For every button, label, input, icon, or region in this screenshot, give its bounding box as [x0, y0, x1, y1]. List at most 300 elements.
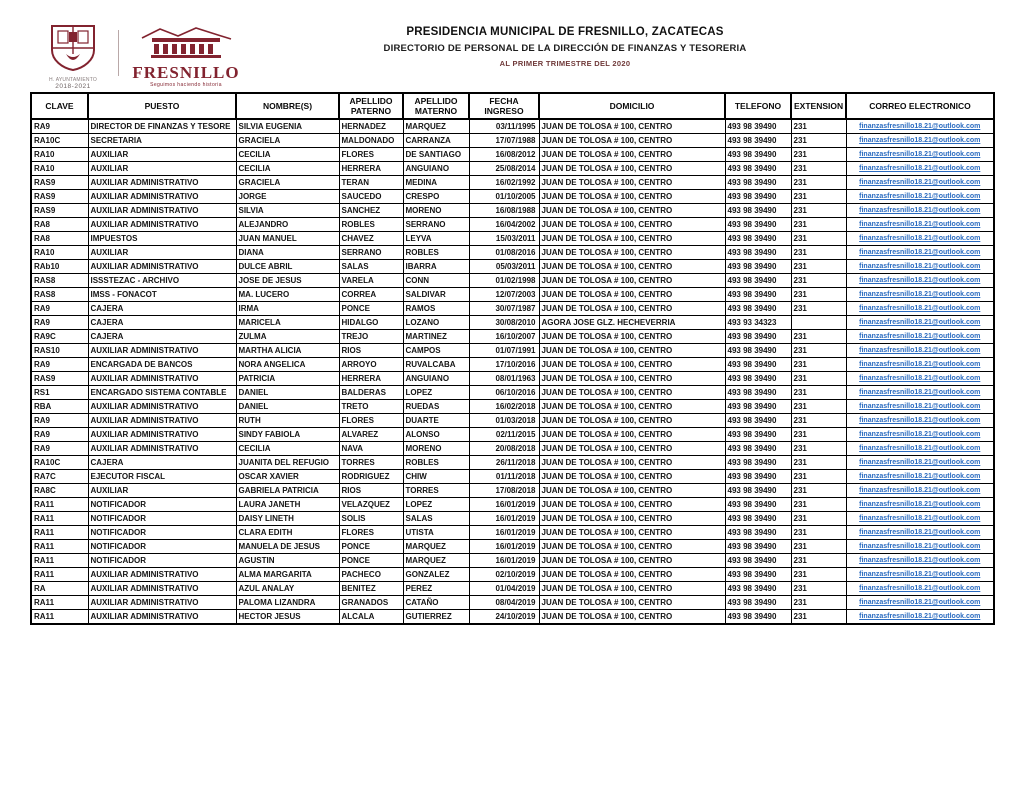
- cell-extension: 231: [791, 302, 846, 316]
- fresnillo-wordmark: FRESNILLO: [132, 63, 240, 82]
- cell-extension: 231: [791, 582, 846, 596]
- cell-telefono: 493 98 39490: [725, 540, 791, 554]
- cell-domicilio: JUAN DE TOLOSA # 100, CENTRO: [539, 330, 725, 344]
- cell-extension: 231: [791, 119, 846, 134]
- table-row: [31, 218, 994, 232]
- title-block: [300, 26, 830, 68]
- email-link[interactable]: finanzasfresnillo18.21@outlook.com: [859, 305, 981, 312]
- cell-nombres: PALOMA LIZANDRA: [236, 596, 339, 610]
- cell-correo: [846, 288, 994, 302]
- email-link[interactable]: finanzasfresnillo18.21@outlook.com: [859, 361, 981, 368]
- column-header-apellido-paterno: APELLIDO PATERNO: [339, 93, 403, 119]
- email-link[interactable]: finanzasfresnillo18.21@outlook.com: [859, 459, 981, 466]
- cell-fecha-ingreso: 01/03/2018: [469, 414, 539, 428]
- cell-nombres: DIANA: [236, 246, 339, 260]
- cell-domicilio: JUAN DE TOLOSA # 100, CENTRO: [539, 204, 725, 218]
- cell-fecha-ingreso: 16/01/2019: [469, 498, 539, 512]
- table-row: [31, 512, 994, 526]
- column-header-apellido-materno: APELLIDO MATERNO: [403, 93, 469, 119]
- cell-apellido-paterno: ROBLES: [339, 218, 403, 232]
- cell-domicilio: JUAN DE TOLOSA # 100, CENTRO: [539, 498, 725, 512]
- cell-correo: [846, 134, 994, 148]
- cell-nombres: DAISY LINETH: [236, 512, 339, 526]
- cell-puesto: AUXILIAR ADMINISTRATIVO: [88, 582, 236, 596]
- cell-clave: RA: [31, 582, 88, 596]
- email-link[interactable]: finanzasfresnillo18.21@outlook.com: [859, 277, 981, 284]
- cell-correo: [846, 414, 994, 428]
- table-header-row: [31, 93, 994, 119]
- cell-correo: [846, 190, 994, 204]
- cell-nombres: SILVIA: [236, 204, 339, 218]
- cell-correo: [846, 218, 994, 232]
- table-wrap: [30, 92, 995, 625]
- cell-domicilio: JUAN DE TOLOSA # 100, CENTRO: [539, 414, 725, 428]
- cell-correo: [846, 330, 994, 344]
- cell-clave: RA11: [31, 554, 88, 568]
- cell-correo: [846, 400, 994, 414]
- cell-apellido-materno: DE SANTIAGO: [403, 148, 469, 162]
- cell-domicilio: JUAN DE TOLOSA # 100, CENTRO: [539, 358, 725, 372]
- cell-nombres: JUAN MANUEL: [236, 232, 339, 246]
- column-header-correo: CORREO ELECTRONICO: [846, 93, 994, 119]
- cell-clave: RA9: [31, 119, 88, 134]
- email-link[interactable]: finanzasfresnillo18.21@outlook.com: [859, 571, 981, 578]
- cell-telefono: 493 98 39490: [725, 470, 791, 484]
- cell-puesto: AUXILIAR ADMINISTRATIVO: [88, 428, 236, 442]
- cell-fecha-ingreso: 08/01/1963: [469, 372, 539, 386]
- cell-correo: [846, 428, 994, 442]
- cell-domicilio: JUAN DE TOLOSA # 100, CENTRO: [539, 428, 725, 442]
- cell-fecha-ingreso: 24/10/2019: [469, 610, 539, 625]
- cell-telefono: 493 98 39490: [725, 610, 791, 625]
- cell-clave: RA11: [31, 610, 88, 625]
- cell-nombres: CECILIA: [236, 148, 339, 162]
- cell-extension: 231: [791, 190, 846, 204]
- cell-puesto: AUXILIAR ADMINISTRATIVO: [88, 344, 236, 358]
- cell-correo: [846, 119, 994, 134]
- table-row: [31, 204, 994, 218]
- table-row: [31, 498, 994, 512]
- cell-apellido-materno: ROBLES: [403, 246, 469, 260]
- cell-apellido-paterno: SAUCEDO: [339, 190, 403, 204]
- cell-fecha-ingreso: 17/08/2018: [469, 484, 539, 498]
- cell-telefono: 493 98 39490: [725, 512, 791, 526]
- cell-telefono: 493 98 39490: [725, 260, 791, 274]
- email-link[interactable]: finanzasfresnillo18.21@outlook.com: [859, 487, 981, 494]
- cell-correo: [846, 232, 994, 246]
- cell-extension: 231: [791, 568, 846, 582]
- cell-fecha-ingreso: 01/11/2018: [469, 470, 539, 484]
- table-row: [31, 274, 994, 288]
- cell-nombres: RUTH: [236, 414, 339, 428]
- table-row: [31, 568, 994, 582]
- cell-apellido-materno: UTISTA: [403, 526, 469, 540]
- cell-fecha-ingreso: 16/08/2012: [469, 148, 539, 162]
- cell-fecha-ingreso: 08/04/2019: [469, 596, 539, 610]
- email-link[interactable]: finanzasfresnillo18.21@outlook.com: [859, 165, 981, 172]
- cell-nombres: ALMA MARGARITA: [236, 568, 339, 582]
- cell-clave: RA9: [31, 316, 88, 330]
- cell-clave: RAS8: [31, 288, 88, 302]
- cell-extension: 231: [791, 260, 846, 274]
- cell-telefono: 493 98 39490: [725, 330, 791, 344]
- cell-apellido-paterno: TRETO: [339, 400, 403, 414]
- cell-puesto: AUXILIAR: [88, 148, 236, 162]
- table-row: [31, 232, 994, 246]
- table-row: [31, 470, 994, 484]
- cell-fecha-ingreso: 03/11/1995: [469, 119, 539, 134]
- table-row: [31, 386, 994, 400]
- email-link[interactable]: finanzasfresnillo18.21@outlook.com: [859, 249, 981, 256]
- email-link[interactable]: finanzasfresnillo18.21@outlook.com: [859, 445, 981, 452]
- cell-domicilio: JUAN DE TOLOSA # 100, CENTRO: [539, 162, 725, 176]
- cell-domicilio: JUAN DE TOLOSA # 100, CENTRO: [539, 134, 725, 148]
- cell-nombres: HECTOR JESUS: [236, 610, 339, 625]
- cell-domicilio: JUAN DE TOLOSA # 100, CENTRO: [539, 610, 725, 625]
- cell-correo: [846, 554, 994, 568]
- cell-puesto: AUXILIAR: [88, 162, 236, 176]
- cell-clave: RA8C: [31, 484, 88, 498]
- cell-clave: RAS9: [31, 372, 88, 386]
- cell-extension: 231: [791, 148, 846, 162]
- cell-clave: RA8: [31, 232, 88, 246]
- cell-puesto: SECRETARIA: [88, 134, 236, 148]
- email-link[interactable]: finanzasfresnillo18.21@outlook.com: [859, 515, 981, 522]
- cell-extension: 231: [791, 288, 846, 302]
- cell-apellido-paterno: HERRERA: [339, 372, 403, 386]
- email-link[interactable]: finanzasfresnillo18.21@outlook.com: [859, 179, 981, 186]
- cell-telefono: 493 98 39490: [725, 274, 791, 288]
- table-row: [31, 246, 994, 260]
- cell-correo: [846, 456, 994, 470]
- cell-apellido-paterno: FLORES: [339, 414, 403, 428]
- email-link[interactable]: finanzasfresnillo18.21@outlook.com: [859, 417, 981, 424]
- cell-apellido-paterno: SALAS: [339, 260, 403, 274]
- cell-extension: 231: [791, 526, 846, 540]
- cell-clave: RS1: [31, 386, 88, 400]
- shield-years: 2018-2021: [55, 83, 91, 90]
- table-row: [31, 582, 994, 596]
- email-link[interactable]: finanzasfresnillo18.21@outlook.com: [859, 319, 981, 326]
- email-link[interactable]: finanzasfresnillo18.21@outlook.com: [859, 375, 981, 382]
- cell-clave: RA7C: [31, 470, 88, 484]
- fresnillo-tagline: Seguimos haciendo historia: [150, 82, 222, 88]
- cell-fecha-ingreso: 16/01/2019: [469, 554, 539, 568]
- column-header-fecha-ingreso: FECHA INGRESO: [469, 93, 539, 119]
- cell-apellido-paterno: FLORES: [339, 148, 403, 162]
- cell-correo: [846, 274, 994, 288]
- cell-correo: [846, 204, 994, 218]
- cell-extension: 231: [791, 134, 846, 148]
- cell-extension: 231: [791, 484, 846, 498]
- cell-telefono: 493 98 39490: [725, 400, 791, 414]
- cell-fecha-ingreso: 01/04/2019: [469, 582, 539, 596]
- page-subtitle: DIRECTORIO DE PERSONAL DE LA DIRECCIÓN DE FINANZAS Y TESORERIA: [383, 43, 747, 54]
- cell-telefono: 493 98 39490: [725, 386, 791, 400]
- cell-apellido-paterno: RIOS: [339, 484, 403, 498]
- cell-puesto: AUXILIAR ADMINISTRATIVO: [88, 568, 236, 582]
- cell-nombres: MARTHA ALICIA: [236, 344, 339, 358]
- cell-fecha-ingreso: 20/08/2018: [469, 442, 539, 456]
- cell-extension: 231: [791, 232, 846, 246]
- cell-apellido-paterno: SERRANO: [339, 246, 403, 260]
- email-link[interactable]: finanzasfresnillo18.21@outlook.com: [859, 221, 981, 228]
- cell-clave: RAb10: [31, 260, 88, 274]
- period-label: AL PRIMER TRIMESTRE DEL 2020: [499, 59, 631, 68]
- cell-apellido-materno: SALAS: [403, 512, 469, 526]
- cell-puesto: AUXILIAR ADMINISTRATIVO: [88, 596, 236, 610]
- cell-nombres: GRACIELA: [236, 134, 339, 148]
- cell-fecha-ingreso: 16/02/1992: [469, 176, 539, 190]
- cell-puesto: CAJERA: [88, 456, 236, 470]
- cell-domicilio: JUAN DE TOLOSA # 100, CENTRO: [539, 596, 725, 610]
- cell-domicilio: JUAN DE TOLOSA # 100, CENTRO: [539, 176, 725, 190]
- cell-extension: 231: [791, 274, 846, 288]
- cell-puesto: NOTIFICADOR: [88, 554, 236, 568]
- cell-puesto: AUXILIAR ADMINISTRATIVO: [88, 176, 236, 190]
- cell-domicilio: JUAN DE TOLOSA # 100, CENTRO: [539, 372, 725, 386]
- cell-telefono: 493 98 39490: [725, 372, 791, 386]
- cell-clave: RA9: [31, 358, 88, 372]
- cell-clave: RA9: [31, 302, 88, 316]
- cell-apellido-paterno: BENITEZ: [339, 582, 403, 596]
- header-branding: [38, 24, 241, 90]
- cell-extension: 231: [791, 540, 846, 554]
- cell-apellido-materno: MORENO: [403, 204, 469, 218]
- cell-clave: RA11: [31, 568, 88, 582]
- cell-correo: [846, 470, 994, 484]
- cell-nombres: DANIEL: [236, 400, 339, 414]
- cell-domicilio: JUAN DE TOLOSA # 100, CENTRO: [539, 540, 725, 554]
- table-row: [31, 428, 994, 442]
- cell-puesto: AUXILIAR ADMINISTRATIVO: [88, 260, 236, 274]
- email-link[interactable]: finanzasfresnillo18.21@outlook.com: [859, 123, 981, 130]
- cell-nombres: JOSE DE JESUS: [236, 274, 339, 288]
- column-header-extension: EXTENSION: [791, 93, 846, 119]
- email-link[interactable]: finanzasfresnillo18.21@outlook.com: [859, 501, 981, 508]
- cell-apellido-paterno: BALDERAS: [339, 386, 403, 400]
- table-row: [31, 400, 994, 414]
- email-link[interactable]: finanzasfresnillo18.21@outlook.com: [859, 403, 981, 410]
- cell-telefono: 493 98 39490: [725, 134, 791, 148]
- cell-extension: 231: [791, 344, 846, 358]
- cell-puesto: AUXILIAR ADMINISTRATIVO: [88, 218, 236, 232]
- cell-apellido-materno: GONZALEZ: [403, 568, 469, 582]
- cell-fecha-ingreso: 30/07/1987: [469, 302, 539, 316]
- cell-puesto: CAJERA: [88, 302, 236, 316]
- cell-apellido-materno: RUVALCABA: [403, 358, 469, 372]
- cell-telefono: 493 98 39490: [725, 119, 791, 134]
- cell-puesto: DIRECTOR DE FINANZAS Y TESORE: [88, 119, 236, 134]
- cell-apellido-materno: IBARRA: [403, 260, 469, 274]
- cell-apellido-paterno: MALDONADO: [339, 134, 403, 148]
- personnel-table: [30, 92, 995, 625]
- cell-correo: [846, 582, 994, 596]
- cell-fecha-ingreso: 16/04/2002: [469, 218, 539, 232]
- table-row: [31, 176, 994, 190]
- email-link[interactable]: finanzasfresnillo18.21@outlook.com: [859, 151, 981, 158]
- email-link[interactable]: finanzasfresnillo18.21@outlook.com: [859, 291, 981, 298]
- cell-puesto: NOTIFICADOR: [88, 498, 236, 512]
- email-link[interactable]: finanzasfresnillo18.21@outlook.com: [859, 333, 981, 340]
- cell-puesto: ENCARGADO SISTEMA CONTABLE: [88, 386, 236, 400]
- cell-puesto: IMPUESTOS: [88, 232, 236, 246]
- email-link[interactable]: finanzasfresnillo18.21@outlook.com: [859, 543, 981, 550]
- cell-puesto: IMSS - FONACOT: [88, 288, 236, 302]
- cell-apellido-materno: MARQUEZ: [403, 554, 469, 568]
- cell-clave: RA11: [31, 596, 88, 610]
- cell-apellido-paterno: TREJO: [339, 330, 403, 344]
- email-link[interactable]: finanzasfresnillo18.21@outlook.com: [859, 263, 981, 270]
- cell-apellido-materno: SERRANO: [403, 218, 469, 232]
- email-link[interactable]: finanzasfresnillo18.21@outlook.com: [859, 193, 981, 200]
- cell-nombres: MARICELA: [236, 316, 339, 330]
- cell-nombres: MA. LUCERO: [236, 288, 339, 302]
- cell-extension: 231: [791, 428, 846, 442]
- cell-correo: [846, 344, 994, 358]
- email-link[interactable]: finanzasfresnillo18.21@outlook.com: [859, 529, 981, 536]
- cell-puesto: AUXILIAR ADMINISTRATIVO: [88, 442, 236, 456]
- cell-extension: 231: [791, 414, 846, 428]
- cell-fecha-ingreso: 01/10/2005: [469, 190, 539, 204]
- cell-telefono: 493 98 39490: [725, 344, 791, 358]
- cell-apellido-materno: CATAÑO: [403, 596, 469, 610]
- table-row: [31, 162, 994, 176]
- cell-correo: [846, 162, 994, 176]
- table-row: [31, 148, 994, 162]
- cell-apellido-paterno: PACHECO: [339, 568, 403, 582]
- cell-nombres: LAURA JANETH: [236, 498, 339, 512]
- cell-fecha-ingreso: 06/10/2016: [469, 386, 539, 400]
- cell-telefono: 493 98 39490: [725, 358, 791, 372]
- cell-apellido-paterno: ALCALA: [339, 610, 403, 625]
- cell-extension: 231: [791, 330, 846, 344]
- cell-domicilio: JUAN DE TOLOSA # 100, CENTRO: [539, 470, 725, 484]
- cell-nombres: CECILIA: [236, 442, 339, 456]
- email-link[interactable]: finanzasfresnillo18.21@outlook.com: [859, 347, 981, 354]
- email-link[interactable]: finanzasfresnillo18.21@outlook.com: [859, 599, 981, 606]
- cell-apellido-materno: RUEDAS: [403, 400, 469, 414]
- cell-fecha-ingreso: 02/11/2015: [469, 428, 539, 442]
- cell-clave: RA10: [31, 246, 88, 260]
- cell-clave: RA10: [31, 148, 88, 162]
- cell-nombres: GRACIELA: [236, 176, 339, 190]
- page-title: PRESIDENCIA MUNICIPAL DE FRESNILLO, ZACATECAS: [406, 26, 724, 38]
- cell-puesto: CAJERA: [88, 316, 236, 330]
- cell-apellido-materno: MARQUEZ: [403, 540, 469, 554]
- cell-clave: RA9: [31, 414, 88, 428]
- cell-apellido-materno: RAMOS: [403, 302, 469, 316]
- column-header-domicilio: DOMICILIO: [539, 93, 725, 119]
- email-link[interactable]: finanzasfresnillo18.21@outlook.com: [859, 137, 981, 144]
- cell-apellido-materno: TORRES: [403, 484, 469, 498]
- cell-apellido-paterno: GRANADOS: [339, 596, 403, 610]
- cell-apellido-materno: SALDIVAR: [403, 288, 469, 302]
- cell-apellido-paterno: CORREA: [339, 288, 403, 302]
- cell-telefono: 493 98 39490: [725, 190, 791, 204]
- cell-fecha-ingreso: 16/02/2018: [469, 400, 539, 414]
- cell-domicilio: JUAN DE TOLOSA # 100, CENTRO: [539, 232, 725, 246]
- cell-correo: [846, 246, 994, 260]
- table-row: [31, 540, 994, 554]
- table-row: [31, 288, 994, 302]
- email-link[interactable]: finanzasfresnillo18.21@outlook.com: [859, 235, 981, 242]
- email-link[interactable]: finanzasfresnillo18.21@outlook.com: [859, 473, 981, 480]
- cell-apellido-paterno: VARELA: [339, 274, 403, 288]
- cell-extension: 231: [791, 512, 846, 526]
- cell-puesto: AUXILIAR ADMINISTRATIVO: [88, 414, 236, 428]
- cell-fecha-ingreso: 01/07/1991: [469, 344, 539, 358]
- email-link[interactable]: finanzasfresnillo18.21@outlook.com: [859, 585, 981, 592]
- cell-extension: 231: [791, 358, 846, 372]
- cell-clave: RAS9: [31, 176, 88, 190]
- cell-puesto: AUXILIAR ADMINISTRATIVO: [88, 400, 236, 414]
- cell-apellido-materno: CAMPOS: [403, 344, 469, 358]
- table-row: [31, 596, 994, 610]
- cell-apellido-materno: ANGUIANO: [403, 162, 469, 176]
- email-link[interactable]: finanzasfresnillo18.21@outlook.com: [859, 389, 981, 396]
- cell-fecha-ingreso: 25/08/2014: [469, 162, 539, 176]
- building-icon: [138, 26, 234, 58]
- cell-extension: 231: [791, 470, 846, 484]
- cell-puesto: EJECUTOR FISCAL: [88, 470, 236, 484]
- cell-domicilio: JUAN DE TOLOSA # 100, CENTRO: [539, 512, 725, 526]
- cell-nombres: ZULMA: [236, 330, 339, 344]
- cell-puesto: NOTIFICADOR: [88, 540, 236, 554]
- email-link[interactable]: finanzasfresnillo18.21@outlook.com: [859, 613, 981, 620]
- cell-apellido-paterno: PONCE: [339, 554, 403, 568]
- cell-apellido-paterno: HIDALGO: [339, 316, 403, 330]
- table-row: [31, 316, 994, 330]
- cell-extension: [791, 316, 846, 330]
- email-link[interactable]: finanzasfresnillo18.21@outlook.com: [859, 557, 981, 564]
- cell-apellido-materno: CHIW: [403, 470, 469, 484]
- cell-clave: RBA: [31, 400, 88, 414]
- cell-correo: [846, 316, 994, 330]
- cell-clave: RA8: [31, 218, 88, 232]
- cell-clave: RAS9: [31, 204, 88, 218]
- cell-fecha-ingreso: 16/10/2007: [469, 330, 539, 344]
- cell-apellido-materno: LEYVA: [403, 232, 469, 246]
- shield-icon: [46, 24, 100, 72]
- cell-apellido-materno: MORENO: [403, 442, 469, 456]
- cell-puesto: AUXILIAR ADMINISTRATIVO: [88, 190, 236, 204]
- cell-domicilio: JUAN DE TOLOSA # 100, CENTRO: [539, 442, 725, 456]
- cell-domicilio: JUAN DE TOLOSA # 100, CENTRO: [539, 218, 725, 232]
- cell-apellido-materno: ANGUIANO: [403, 372, 469, 386]
- cell-nombres: AZUL ANALAY: [236, 582, 339, 596]
- shield-caption: H. AYUNTAMIENTO: [48, 77, 97, 83]
- table-row: [31, 260, 994, 274]
- cell-fecha-ingreso: 16/01/2019: [469, 540, 539, 554]
- cell-correo: [846, 260, 994, 274]
- cell-domicilio: JUAN DE TOLOSA # 100, CENTRO: [539, 484, 725, 498]
- cell-puesto: NOTIFICADOR: [88, 526, 236, 540]
- cell-extension: 231: [791, 554, 846, 568]
- cell-extension: 231: [791, 176, 846, 190]
- cell-puesto: ISSSTEZAC - ARCHIVO: [88, 274, 236, 288]
- email-link[interactable]: finanzasfresnillo18.21@outlook.com: [859, 207, 981, 214]
- cell-nombres: AGUSTIN: [236, 554, 339, 568]
- email-link[interactable]: finanzasfresnillo18.21@outlook.com: [859, 431, 981, 438]
- cell-clave: RA9: [31, 428, 88, 442]
- column-header-clave: CLAVE: [31, 93, 88, 119]
- cell-telefono: 493 98 39490: [725, 554, 791, 568]
- cell-apellido-paterno: PONCE: [339, 540, 403, 554]
- cell-correo: [846, 540, 994, 554]
- table-row: [31, 134, 994, 148]
- table-row: [31, 456, 994, 470]
